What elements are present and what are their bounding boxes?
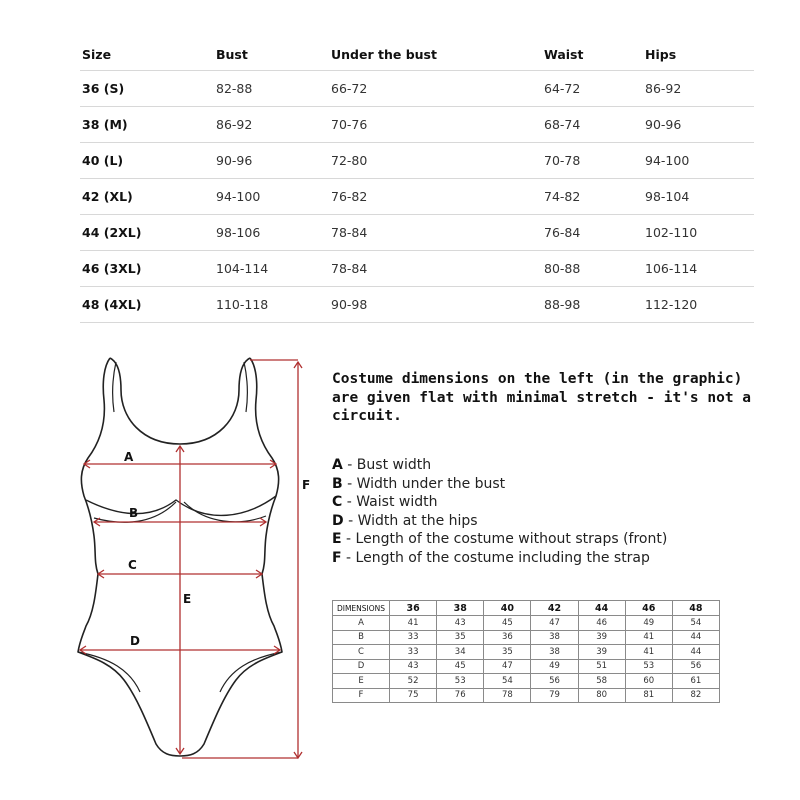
waist-cell: 68-74 <box>544 116 581 132</box>
dimension-value: 56 <box>531 674 578 689</box>
dimension-value: 41 <box>390 616 437 631</box>
hips-cell: 90-96 <box>645 116 682 132</box>
label-c: C <box>128 558 137 572</box>
legend-item <box>332 530 772 549</box>
dimension-label: D <box>333 659 390 674</box>
dimension-value: 34 <box>437 645 484 660</box>
dimension-value: 54 <box>672 616 719 631</box>
header-under-bust: Under the bust <box>331 46 437 62</box>
hips-cell: 106-114 <box>645 260 698 276</box>
dimension-value: 61 <box>672 674 719 689</box>
legend-text: - Length of the costume without straps (front) <box>341 531 668 547</box>
waist-cell: 74-82 <box>544 188 581 204</box>
dimension-value: 82 <box>672 688 719 703</box>
legend-text: - Width under the bust <box>342 475 506 492</box>
dimension-value: 47 <box>484 659 531 674</box>
dimension-value: 35 <box>437 630 484 645</box>
dimension-value: 75 <box>390 688 437 703</box>
legend-item <box>332 512 772 531</box>
dimension-value: 81 <box>625 688 672 703</box>
under-bust-cell: 78-84 <box>331 260 368 276</box>
dimension-value: 51 <box>578 659 625 674</box>
dimension-value: 49 <box>531 659 578 674</box>
size-cell: 44 (2XL) <box>82 224 142 240</box>
legend-item <box>332 549 772 568</box>
waist-cell: 70-78 <box>544 152 581 168</box>
dimensions-table <box>332 600 720 703</box>
swimsuit-outline <box>0 340 330 770</box>
dimension-value: 60 <box>625 674 672 689</box>
bust-cell: 110-118 <box>216 296 269 312</box>
table-row <box>80 286 754 323</box>
under-bust-cell: 78-84 <box>331 224 368 240</box>
dimension-value: 39 <box>578 630 625 645</box>
size-cell: 40 (L) <box>82 152 124 168</box>
bust-cell: 104-114 <box>216 260 269 276</box>
dimension-value: 53 <box>625 659 672 674</box>
under-bust-cell: 66-72 <box>331 80 368 96</box>
dimension-label: A <box>333 616 390 631</box>
table-row <box>333 674 720 689</box>
waist-cell: 88-98 <box>544 296 581 312</box>
legend-letter: D <box>332 512 344 529</box>
dimension-value: 44 <box>672 630 719 645</box>
dimensions-header-row <box>333 601 720 616</box>
legend-letter: A <box>332 457 343 473</box>
dimension-value: 58 <box>578 674 625 689</box>
legend-text: - Waist width <box>342 494 438 510</box>
dimension-label: C <box>333 645 390 660</box>
header-size: Size <box>82 46 112 62</box>
legend-item <box>332 456 772 475</box>
table-row <box>333 630 720 645</box>
dimensions-corner: DIMENSIONS <box>333 601 390 616</box>
size-cell: 48 (4XL) <box>82 296 142 312</box>
dimension-value: 45 <box>484 616 531 631</box>
dimension-value: 49 <box>625 616 672 631</box>
hips-cell: 112-120 <box>645 296 698 312</box>
dimension-value: 53 <box>437 674 484 689</box>
dimension-value: 41 <box>625 645 672 660</box>
dimensions-header: 46 <box>625 601 672 616</box>
hips-cell: 86-92 <box>645 80 682 96</box>
table-row <box>80 250 754 287</box>
dimension-value: 44 <box>672 645 719 660</box>
dimension-value: 46 <box>578 616 625 631</box>
under-bust-cell: 76-82 <box>331 188 368 204</box>
dimension-value: 52 <box>390 674 437 689</box>
dimension-value: 33 <box>390 645 437 660</box>
label-e: E <box>183 592 192 606</box>
dimensions-header: 42 <box>531 601 578 616</box>
label-b: B <box>129 506 139 520</box>
dimension-value: 43 <box>390 659 437 674</box>
size-table-header <box>80 38 754 71</box>
legend-letter: B <box>332 475 343 492</box>
legend-text: - Width at the hips <box>343 512 478 529</box>
dimension-value: 41 <box>625 630 672 645</box>
table-row <box>80 142 754 179</box>
bust-cell: 98-106 <box>216 224 261 240</box>
legend-letter: C <box>332 494 343 510</box>
legend-list <box>332 456 772 567</box>
label-d: D <box>130 634 140 648</box>
table-row <box>80 106 754 143</box>
dimension-value: 35 <box>484 645 531 660</box>
table-row <box>80 178 754 215</box>
size-cell: 42 (XL) <box>82 188 133 204</box>
under-bust-cell: 70-76 <box>331 116 368 132</box>
bust-cell: 86-92 <box>216 116 253 132</box>
dimension-value: 76 <box>437 688 484 703</box>
dimension-value: 47 <box>531 616 578 631</box>
header-bust: Bust <box>216 46 248 62</box>
dimensions-header: 38 <box>437 601 484 616</box>
waist-cell: 76-84 <box>544 224 581 240</box>
hips-cell: 98-104 <box>645 188 690 204</box>
header-hips: Hips <box>645 46 677 62</box>
dimension-value: 39 <box>578 645 625 660</box>
label-f: F <box>302 478 311 492</box>
legend-text: - Bust width <box>342 457 432 473</box>
size-cell: 38 (M) <box>82 116 128 132</box>
dimension-value: 33 <box>390 630 437 645</box>
bust-cell: 90-96 <box>216 152 253 168</box>
dimension-value: 36 <box>484 630 531 645</box>
legend-item <box>332 475 772 494</box>
table-row <box>80 70 754 107</box>
dimensions-header: 40 <box>484 601 531 616</box>
dimension-value: 38 <box>531 630 578 645</box>
description-title: Costume dimensions on the left (in the graphic) are given flat with minimal stretch - it's not a circuit. <box>332 371 752 424</box>
dimension-value: 79 <box>531 688 578 703</box>
hips-cell: 94-100 <box>645 152 690 168</box>
size-cell: 46 (3XL) <box>82 260 142 276</box>
swimsuit-diagram <box>0 340 330 770</box>
table-row <box>333 659 720 674</box>
under-bust-cell: 90-98 <box>331 296 368 312</box>
dimensions-header: 48 <box>672 601 719 616</box>
bust-cell: 94-100 <box>216 188 261 204</box>
dimension-label: E <box>333 674 390 689</box>
header-waist: Waist <box>544 46 584 62</box>
label-a: A <box>124 450 134 464</box>
dimensions-header: 36 <box>390 601 437 616</box>
dimension-value: 38 <box>531 645 578 660</box>
legend-item <box>332 493 772 512</box>
legend-text: - Length of the costume including the strap <box>341 549 650 566</box>
legend-letter: E <box>332 531 342 547</box>
dimension-value: 78 <box>484 688 531 703</box>
dimension-label: F <box>333 688 390 703</box>
legend-letter: F <box>332 549 342 566</box>
size-cell: 36 (S) <box>82 80 125 96</box>
dimension-value: 56 <box>672 659 719 674</box>
table-row <box>333 688 720 703</box>
bust-cell: 82-88 <box>216 80 253 96</box>
under-bust-cell: 72-80 <box>331 152 368 168</box>
dimensions-header: 44 <box>578 601 625 616</box>
hips-cell: 102-110 <box>645 224 698 240</box>
table-row <box>80 214 754 251</box>
table-row <box>333 645 720 660</box>
dimension-value: 80 <box>578 688 625 703</box>
dimension-label: B <box>333 630 390 645</box>
waist-cell: 80-88 <box>544 260 581 276</box>
dimension-value: 54 <box>484 674 531 689</box>
dimension-value: 43 <box>437 616 484 631</box>
dimension-value: 45 <box>437 659 484 674</box>
table-row <box>333 616 720 631</box>
waist-cell: 64-72 <box>544 80 581 96</box>
